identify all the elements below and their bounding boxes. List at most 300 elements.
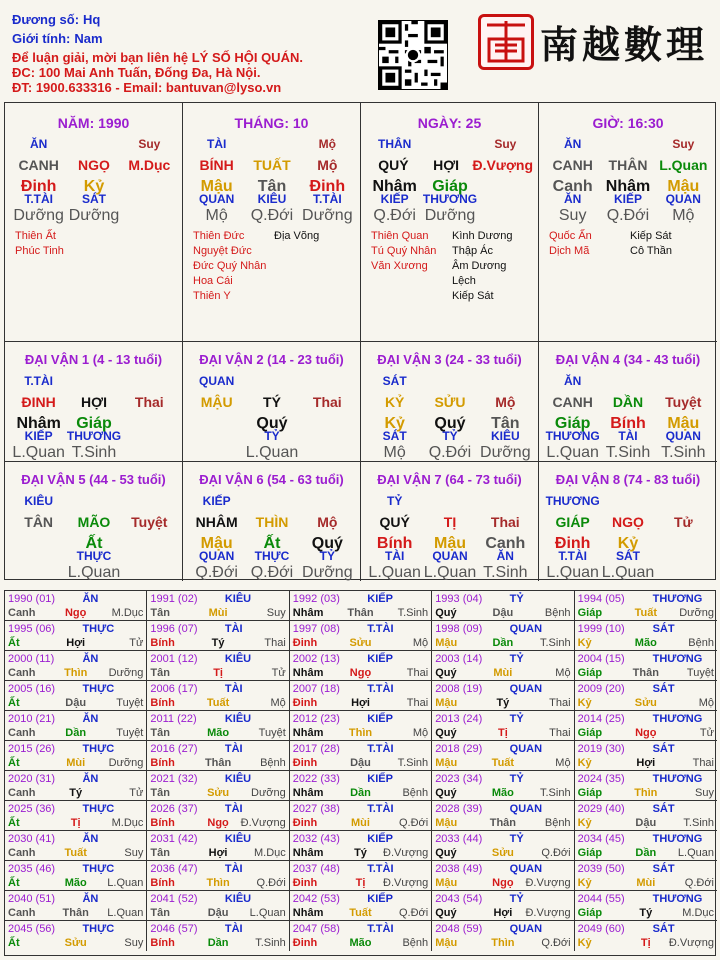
year-label: 2020 (31) — [8, 773, 56, 785]
year-stem: Tân — [150, 667, 170, 679]
gender-line — [12, 31, 103, 46]
year-body — [8, 607, 143, 619]
year-cell — [432, 711, 574, 741]
year-branch: Ngọ — [207, 817, 229, 829]
dai-van-stem-branch-row-cell: ĐINH — [21, 394, 56, 410]
year-phase: Q.Đới — [398, 907, 429, 919]
pillar-god-row-cell: Mộ — [318, 137, 336, 151]
year-stem: Ất — [8, 697, 20, 709]
year-body — [435, 847, 570, 859]
year-body — [435, 727, 570, 739]
dai-van-stem-branch-row — [545, 394, 711, 410]
year-phase: Đ.Vượng — [383, 847, 429, 859]
contact-phone-email[interactable]: ĐT: 1900.633316 - Email: bantuvan@lyso.vn — [12, 80, 282, 95]
pillar-phase-row-cell: Dưỡng — [68, 207, 120, 224]
year-god: ĂN — [82, 653, 99, 665]
year-god: TỶ — [509, 773, 524, 785]
year-phase: Mộ — [270, 697, 286, 709]
year-stem: Tân — [150, 787, 170, 799]
stars-col-bad — [452, 229, 533, 304]
pillar-phase-row-cell: Q.Đới — [606, 207, 650, 224]
year-body — [8, 757, 143, 769]
pillar-hidden-god-row — [11, 192, 177, 206]
year-phase: Q.Đới — [256, 877, 286, 889]
year-label: 2006 (17) — [150, 683, 198, 695]
year-god: THỰC — [82, 863, 115, 875]
yearly-luck-table — [4, 590, 716, 956]
dai-van-hidden-god-row-cell — [11, 549, 66, 563]
year-god: SÁT — [652, 683, 675, 695]
year-head — [150, 653, 285, 665]
year-body — [435, 607, 570, 619]
year-cell — [290, 741, 432, 771]
year-label: 1996 (07) — [150, 623, 198, 635]
pillar-stars — [549, 229, 711, 259]
dai-van-phase-row-cell: T.Sinh — [605, 444, 651, 461]
year-label: 2043 (54) — [435, 893, 483, 905]
year-branch: Mão — [634, 637, 657, 649]
dai-van-hidden-stem-row-cell: Giáp — [554, 415, 591, 432]
year-cell — [432, 681, 574, 711]
year-cell — [575, 771, 717, 801]
pillar-god-row-cell — [422, 137, 477, 151]
year-cell — [432, 621, 574, 651]
year-head — [435, 593, 570, 605]
year-label: 2018 (29) — [435, 743, 483, 755]
dai-van-phase-row-cell: Q.Đới — [195, 564, 238, 581]
dai-van-hidden-stem-row-cell: Mậu — [433, 535, 466, 552]
year-branch: Dậu — [65, 697, 87, 709]
dai-van-hidden-god-row — [367, 549, 533, 563]
dai-van-god: QUAN — [198, 374, 235, 388]
year-cell — [147, 591, 289, 621]
year-head — [150, 713, 285, 725]
year-god: KIẾP — [367, 593, 393, 605]
dai-van-phase-row-cell: Dưỡng — [480, 444, 531, 461]
year-body — [8, 817, 143, 829]
year-head — [8, 593, 143, 605]
year-phase: Bệnh — [402, 937, 429, 949]
year-cell — [290, 801, 432, 831]
year-label: 2004 (15) — [577, 653, 625, 665]
year-cell — [575, 831, 717, 861]
year-label: 1999 (10) — [577, 623, 625, 635]
pillar-stem-branch-row-cell: TUẤT — [253, 157, 291, 173]
pillar-stem-branch-row-cell: NGỌ — [78, 157, 110, 173]
year-body — [293, 907, 428, 919]
star-item: Thập Ác — [452, 245, 493, 257]
stars-col-bad — [96, 229, 177, 259]
year-god: ĂN — [82, 713, 99, 725]
year-label: 2035 (46) — [8, 863, 56, 875]
pillar-god-row-cell: THÂN — [378, 137, 412, 151]
dai-van-stem-branch-row — [189, 394, 355, 410]
year-stem: Nhâm — [292, 847, 324, 859]
year-phase: T.Sinh — [539, 637, 571, 649]
owner-value: Hq — [83, 12, 101, 27]
year-stem: Giáp — [577, 847, 603, 859]
spacer — [478, 374, 533, 388]
stars-col-bad — [630, 229, 711, 259]
year-god: SÁT — [652, 923, 675, 935]
contact-address: ĐC: 100 Mai Anh Tuấn, Đống Đa, Hà Nội. — [12, 65, 261, 80]
dai-van-phase-row-cell: Mộ — [383, 444, 406, 461]
dai-van-hidden-god-row-cell: THƯƠNG — [545, 429, 600, 443]
year-cell — [432, 741, 574, 771]
star-item: Văn Xương — [371, 260, 428, 272]
year-body — [293, 937, 428, 949]
pillar-1 — [5, 103, 183, 341]
pillar-hidden-stem-row-cell: Giáp — [432, 178, 468, 195]
year-branch: Sửu — [64, 937, 87, 949]
year-cell — [147, 801, 289, 831]
spacer — [66, 494, 121, 508]
pillar-hidden-god-row-cell: T.TÀI — [312, 192, 342, 206]
year-head — [578, 653, 714, 665]
year-phase: Mộ — [555, 757, 571, 769]
year-stem: Bính — [150, 697, 175, 709]
pillar-god-row-cell — [244, 137, 299, 151]
year-branch: Tý — [496, 697, 510, 709]
year-phase: Tử — [129, 637, 144, 649]
dai-van-stem-branch-row-cell: Thai — [490, 514, 520, 530]
year-label: 2001 (12) — [150, 653, 198, 665]
spacer — [66, 374, 121, 388]
dai-van-title: ĐẠI VẬN 6 (54 - 63 tuổi) — [199, 472, 344, 487]
year-head — [435, 773, 570, 785]
dai-van-hidden-god-row-cell: TÀI — [618, 429, 638, 443]
star-item: Cô Thần — [630, 245, 672, 257]
year-god: QUAN — [509, 863, 543, 875]
year-head — [435, 803, 570, 815]
year-cell — [147, 861, 289, 891]
dai-van-hidden-stem-row-cell: Tân — [491, 415, 520, 432]
year-label: 2022 (33) — [292, 773, 340, 785]
year-god: TÀI — [224, 623, 243, 635]
year-phase: M.Dục — [682, 907, 714, 919]
year-body — [8, 727, 143, 739]
dai-van-hidden-stem-row-cell: Đinh — [554, 535, 591, 552]
pillar-hidden-god-row-cell: T.TÀI — [24, 192, 53, 206]
year-god: TỶ — [509, 893, 524, 905]
year-head — [150, 863, 285, 875]
dai-van-stem-branch-row-cell: KỶ — [384, 394, 405, 410]
year-label: 2015 (26) — [8, 743, 56, 755]
pillar-god-row — [189, 137, 355, 151]
dai-van-hidden-stem-row-cell: Kỷ — [617, 535, 639, 552]
pillar-3 — [361, 103, 539, 341]
star-item: Phúc Tinh — [15, 245, 64, 257]
year-head — [8, 773, 143, 785]
dai-van-stem-branch-row-cell: TỊ — [443, 514, 457, 530]
year-body — [8, 697, 143, 709]
year-phase: Bệnh — [544, 607, 571, 619]
pillar-stem-branch-row — [189, 157, 355, 173]
spacer — [478, 494, 533, 508]
spacer — [422, 374, 477, 388]
dai-van-phase-row-cell — [656, 564, 711, 582]
year-cell — [290, 651, 432, 681]
year-cell — [432, 651, 574, 681]
pillar-hidden-stem-row-cell: Nhâm — [605, 178, 651, 195]
year-god: QUAN — [509, 923, 543, 935]
pillar-phase-row-cell — [122, 207, 177, 225]
year-stem: Ất — [8, 817, 20, 829]
star-item: Nguyệt Đức — [193, 245, 252, 257]
spacer — [300, 494, 355, 508]
year-stem: Mậu — [435, 877, 458, 889]
year-branch: Thìn — [348, 727, 373, 739]
year-body — [150, 907, 285, 919]
pillar-hidden-god-row — [367, 192, 533, 206]
year-stem: Giáp — [577, 607, 603, 619]
year-label: 2049 (60) — [577, 923, 625, 935]
year-god: TÀI — [224, 923, 243, 935]
year-god: KIẾP — [367, 833, 393, 845]
year-branch: Thân — [62, 907, 89, 919]
year-stem: Canh — [8, 787, 36, 799]
year-body — [435, 817, 570, 829]
year-body — [150, 637, 285, 649]
pillar-hidden-stem-row-cell: Đinh — [309, 178, 346, 195]
star-item: Kiếp Sát — [452, 290, 494, 302]
year-stem: Kỷ — [577, 697, 592, 709]
dai-van-hidden-stem-row-cell: Quý — [434, 415, 466, 432]
year-body — [578, 787, 714, 799]
stars-col-good — [371, 229, 452, 304]
year-cell — [290, 921, 432, 951]
year-branch: Dần — [207, 937, 229, 949]
dai-van-hidden-god-row — [545, 549, 711, 563]
dai-van-1 — [5, 341, 183, 461]
year-branch: Tị — [497, 727, 508, 739]
pillar-god-row — [367, 137, 533, 151]
year-label: 1994 (05) — [577, 593, 625, 605]
dai-van-hidden-god-row — [11, 549, 177, 563]
year-branch: Tuất — [349, 907, 372, 919]
year-cell — [575, 891, 717, 921]
year-god: SÁT — [652, 623, 675, 635]
year-head — [8, 743, 143, 755]
pillar-4 — [539, 103, 717, 341]
year-head — [8, 893, 143, 905]
dai-van-hidden-god-row-cell: QUAN — [665, 429, 701, 443]
pillar-hidden-stem-row-cell: Mậu — [667, 178, 700, 195]
year-cell — [290, 591, 432, 621]
year-branch: Tuất — [206, 697, 230, 709]
year-body — [293, 757, 428, 769]
star-item: Địa Võng — [274, 230, 320, 242]
spacer — [600, 374, 655, 388]
year-branch: Thân — [204, 757, 232, 769]
year-body — [293, 697, 428, 709]
year-god: T.TÀI — [367, 923, 394, 935]
year-god: KIÊU — [224, 653, 252, 665]
year-phase: L.Quan — [107, 877, 144, 889]
year-god: THỰC — [82, 743, 115, 755]
year-body — [8, 787, 143, 799]
year-stem: Quý — [435, 847, 457, 859]
pillar-god-row-cell — [66, 137, 121, 151]
pillar-hidden-god-row-cell: KIẾP — [613, 192, 642, 206]
spacer — [656, 494, 711, 508]
year-body — [293, 787, 428, 799]
year-body — [150, 877, 285, 889]
year-head — [578, 893, 714, 905]
year-body — [578, 757, 714, 769]
dai-van-title: ĐẠI VẬN 7 (64 - 73 tuổi) — [377, 472, 522, 487]
dai-van-phase-row-cell: T.Sinh — [71, 444, 117, 461]
year-head — [435, 623, 570, 635]
year-god: KIẾP — [367, 893, 393, 905]
year-phase: Suy — [266, 607, 286, 619]
year-stem: Kỷ — [577, 877, 592, 889]
dai-van-phase-row-cell: Q.Đới — [428, 444, 472, 461]
year-branch: Dần — [350, 787, 371, 799]
dai-van-title: ĐẠI VẬN 5 (44 - 53 tuổi) — [21, 472, 166, 487]
year-god: T.TÀI — [367, 803, 394, 815]
year-label: 2045 (56) — [8, 923, 56, 935]
year-body — [293, 667, 428, 679]
year-stem: Bính — [150, 817, 175, 829]
year-body — [293, 727, 428, 739]
year-phase: Đ.Vượng — [525, 877, 571, 889]
year-body — [435, 787, 570, 799]
year-god: SÁT — [652, 743, 675, 755]
year-cell — [147, 831, 289, 861]
year-stem: Quý — [435, 907, 457, 919]
year-label: 2038 (49) — [435, 863, 483, 875]
year-stem: Quý — [435, 727, 457, 739]
dai-van-god: T.TÀI — [24, 374, 53, 388]
year-head — [150, 803, 285, 815]
dai-van-stem-branch-row-cell: Tuyệt — [131, 514, 168, 530]
year-god: THƯƠNG — [652, 773, 703, 785]
year-phase: Dưỡng — [108, 667, 144, 679]
gender-value: Nam — [74, 31, 103, 46]
year-stem: Giáp — [577, 727, 603, 739]
year-head — [578, 863, 714, 875]
dai-van-stem-branch-row-cell: SỬU — [434, 394, 466, 410]
year-phase: T.Sinh — [255, 937, 286, 949]
pillar-hidden-stem-row-cell: Mậu — [200, 178, 233, 195]
pillar-hidden-stem-row-cell: Đinh — [20, 178, 57, 195]
dai-van-hidden-god-row — [189, 549, 355, 563]
dai-van-4 — [539, 341, 717, 461]
year-body — [8, 847, 143, 859]
dai-van-hidden-stem-row-cell: Ất — [85, 535, 103, 552]
year-label: 1998 (09) — [435, 623, 483, 635]
year-branch: Dần — [635, 847, 657, 859]
year-stem: Mậu — [435, 817, 458, 829]
year-head — [293, 833, 428, 845]
year-phase: Q.Đới — [398, 817, 429, 829]
pillar-stars — [371, 229, 533, 304]
year-label: 2008 (19) — [435, 683, 483, 695]
year-phase: Dưỡng — [679, 607, 714, 619]
year-stem: Nhâm — [292, 667, 324, 679]
year-branch: Hợi — [493, 907, 513, 919]
spacer — [122, 494, 177, 508]
dai-van-stem-branch-row — [367, 394, 533, 410]
dai-van-8 — [539, 461, 717, 581]
year-body — [578, 697, 714, 709]
year-stem: Tân — [150, 907, 170, 919]
qr-code-icon[interactable] — [378, 20, 448, 90]
year-head — [150, 893, 285, 905]
year-cell — [290, 621, 432, 651]
pillar-god-row-cell — [600, 137, 655, 151]
dai-van-phase-row-cell — [189, 444, 244, 462]
dai-van-stem-branch-row-cell: TÝ — [263, 394, 281, 410]
year-god: KIẾP — [367, 653, 393, 665]
year-god: QUAN — [509, 803, 543, 815]
dai-van-hidden-god-row-cell — [656, 549, 711, 563]
year-branch: Thân — [489, 817, 517, 829]
year-label: 2047 (58) — [292, 923, 340, 935]
brand-logo: 南越數理 — [540, 22, 709, 67]
year-head — [578, 593, 714, 605]
dai-van-phase-row — [367, 444, 533, 462]
stars-col-good — [193, 229, 274, 304]
year-label: 1992 (03) — [292, 593, 340, 605]
dai-van-stem-branch-row-cell: Mộ — [495, 394, 516, 410]
pillar-hidden-god-row-cell: KIÊU — [257, 192, 287, 206]
year-label: 2016 (27) — [150, 743, 198, 755]
year-cell — [5, 621, 147, 651]
dai-van-hidden-stem-row-cell: Bính — [610, 415, 646, 432]
year-god: THỰC — [82, 803, 115, 815]
year-phase: Tuyệt — [686, 667, 714, 679]
year-label: 1990 (01) — [8, 593, 56, 605]
pillar-phase-row-cell: Dưỡng — [424, 207, 476, 224]
year-label: 1997 (08) — [292, 623, 340, 635]
year-branch: Tị — [70, 817, 81, 829]
year-cell — [575, 741, 717, 771]
year-phase: Mộ — [698, 697, 714, 709]
year-label: 2000 (11) — [8, 653, 55, 665]
year-cell — [575, 651, 717, 681]
year-head — [293, 683, 428, 695]
pillar-title: THÁNG: 10 — [234, 115, 309, 131]
year-body — [8, 937, 143, 949]
year-branch: Ngọ — [64, 607, 87, 619]
year-stem: Đinh — [292, 697, 318, 709]
dai-van-god: TỶ — [386, 494, 403, 508]
year-god: TỶ — [509, 593, 524, 605]
spacer — [244, 374, 299, 388]
year-body — [435, 697, 570, 709]
pillar-stem-branch-row — [11, 157, 177, 173]
year-god: THƯƠNG — [652, 893, 703, 905]
year-label: 2014 (25) — [577, 713, 625, 725]
dai-van-hidden-god-row-cell — [189, 429, 244, 443]
year-branch: Sửu — [634, 697, 657, 709]
year-phase: Dưỡng — [251, 787, 286, 799]
year-cell — [5, 831, 147, 861]
year-stem: Canh — [8, 847, 36, 859]
year-phase: Mộ — [555, 667, 571, 679]
year-stem: Giáp — [577, 907, 603, 919]
year-label: 2027 (38) — [292, 803, 340, 815]
year-god: KIẾP — [367, 713, 393, 725]
dai-van-hidden-stem-row-cell: Canh — [485, 535, 526, 552]
dai-van-3 — [361, 341, 539, 461]
year-label: 2048 (59) — [435, 923, 483, 935]
dai-van-hidden-god-row-cell: THỰC — [254, 549, 290, 563]
dai-van-5 — [5, 461, 183, 581]
year-phase: Tử — [129, 787, 144, 799]
